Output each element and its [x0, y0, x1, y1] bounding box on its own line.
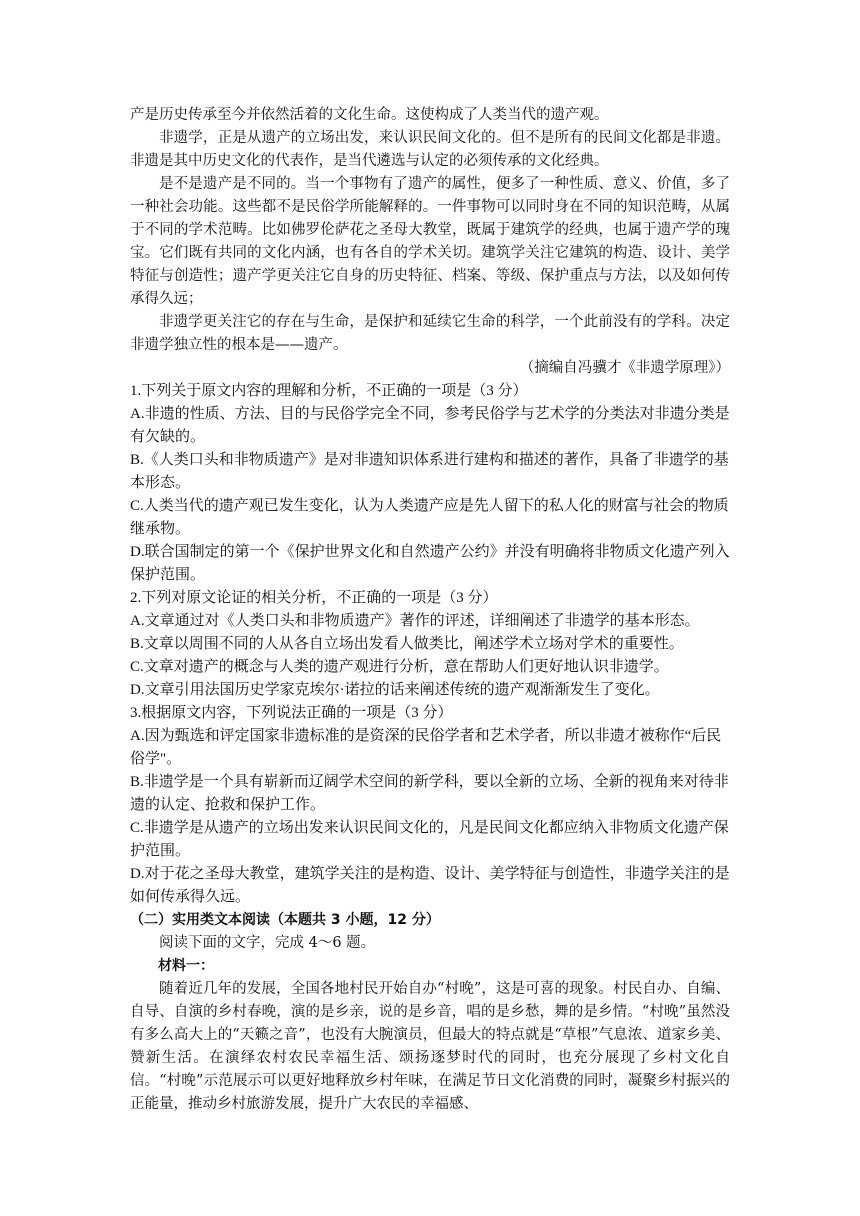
material-label: 材料一： [158, 958, 214, 974]
question-option-b: B.非遗学是一个具有崭新而辽阔学术空间的新学科，要以全新的立场、全新的视角来对待非遗的认定、抢救和保护工作。 [130, 774, 729, 813]
question-option-c: C.人类当代的遗产观已发生变化，认为人类遗产应是先人留下的私人化的财富与社会的物质继承物。 [130, 498, 729, 537]
question-1 [130, 380, 730, 587]
question-stem: 1.下列关于原文内容的理解和分析，不正确的一项是（3 分） [130, 383, 528, 399]
passage-paragraph-4: 非遗学更关注它的存在与生命，是保护和延续它生命的科学，一个此前没有的学科。决定非遗学独立性的根本是——遗产。 [130, 314, 730, 353]
question-option-d: D.文章引用法国历史学家克埃尔·诺拉的话来阐述传统的遗产观渐渐发生了变化。 [130, 682, 660, 698]
question-2 [130, 587, 730, 702]
question-option-b: B.文章以周围不同的人从各自立场出发看人做类比，阐述学术立场对学术的重要性。 [130, 636, 684, 652]
question-option-a: A.文章通过对《人类口头和非物质遗产》著作的评述，详细阐述了非遗学的基本形态。 [130, 613, 700, 629]
section-title: （二）实用类文本阅读（本题共 3 小题，12 分） [130, 912, 440, 928]
question-3 [130, 702, 730, 909]
question-option-b: B.《人类口头和非物质遗产》是对非遗知识体系进行建构和描述的著作，具备了非遗学的基本形态。 [130, 452, 729, 491]
passage-paragraph-1: 产是历史传承至今并依然活着的文化生命。这使构成了人类当代的遗产观。 [130, 107, 609, 123]
question-option-a: A.因为甄选和评定国家非遗标准的是资深的民俗学者和艺术学者，所以非遗才被称作“后民俗学"。 [130, 728, 722, 767]
question-option-a: A.非遗的性质、方法、目的与民俗学完全不同，参考民俗学与艺术学的分类法对非遗分类是有欠缺的。 [130, 406, 730, 445]
question-stem: 2.下列对原文论证的相关分析，不正确的一项是（3 分） [130, 590, 498, 606]
passage-paragraph-2: 非遗学，正是从遗产的立场出发，来认识民间文化的。但不是所有的民间文化都是非遗。非遗是其中历史文化的代表作，是当代遴选与认定的必须传承的文化经典。 [130, 130, 730, 169]
passage-source: （摘编自冯骥才《非遗学原理》） [519, 360, 730, 376]
question-option-c: C.文章对遗产的概念与人类的遗产观进行分析，意在帮助人们更好地认识非遗学。 [130, 659, 669, 675]
material-text: 随着近几年的发展，全国各地村民开始自办“村晚”，这是可喜的现象。村民自办、自编、自导、自演的乡村春晚，演的是乡亲，说的是乡音，唱的是乡愁，舞的是乡情。“村晚”虽然没有多么高大上的“天籁之音”，也没有大腕演员，但最大的特点就是“草根”气息浓、道家乡美、赞新生活。在演绎农村农民幸福生活、颂扬逐梦时代的同时，也充分展现了乡村文化自信。“村晚”示范展示可以更好地释放乡村年味，在满足节日文化消费的同时，凝聚乡村振兴的正能量，推动乡村旅游发展，提升广大农民的幸福感、 [130, 981, 730, 1112]
passage-paragraph-3: 是不是遗产是不同的。当一个事物有了遗产的属性，便多了一种性质、意义、价值，多了一种社会功能。这些都不是民俗学所能解释的。一件事物可以同时身在不同的知识范畴，从属于不同的学术范畴。比如佛罗伦萨花之圣母大教堂，既属于建筑学的经典，也属于遗产学的瑰宝。它们既有共同的文化内涵，也有各自的学术关切。建筑学关注它建筑的构造、设计、美学特征与创造性；遗产学更关注它自身的历史特征、档案、等级、保护重点与方法，以及如何传承得久远； [130, 176, 730, 307]
question-option-d: D.联合国制定的第一个《保护世界文化和自然遗产公约》并没有明确将非物质文化遗产列入保护范围。 [130, 544, 730, 583]
exam-page [130, 104, 730, 1116]
question-option-c: C.非遗学是从遗产的立场出发来认识民间文化的，凡是民间文化都应纳入非物质文化遗产保护范围。 [130, 820, 729, 859]
question-option-d: D.对于花之圣母大教堂，建筑学关注的是构造、设计、美学特征与创造性，非遗学关注的是如何传承得久远。 [130, 866, 730, 905]
question-stem: 3.根据原文内容，下列说法正确的一项是（3 分） [130, 705, 453, 721]
section-instruction: 阅读下面的文字，完成 4～6 题。 [159, 935, 376, 951]
